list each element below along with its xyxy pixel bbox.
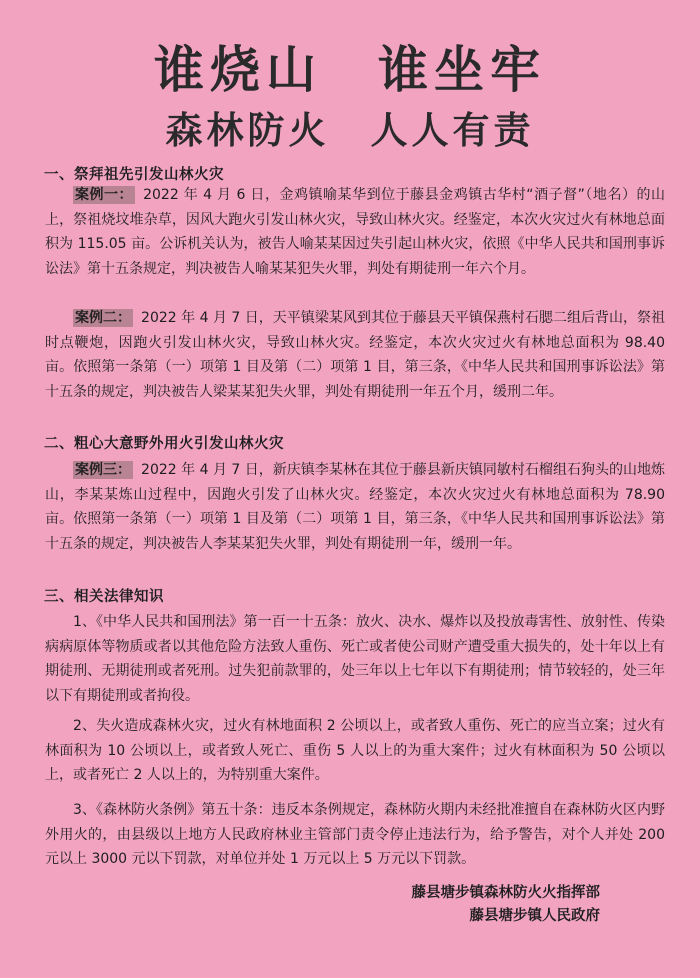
law-paragraph-1: 1、《中华人民共和国刑法》第一百一十五条：放火、决水、爆炸以及投放毒害性、放射性、传染病病原体等物质或者以其他危险方法致人重伤、死亡或者使公司财产遭受重大损失的，处十年以上有期徒刑、无期徒刑或者死刑。过失犯前款罪的，处三年以上七年以下有期徒刑；情节较轻的，处三年以下有期徒刑或者拘役。 bbox=[45, 614, 665, 704]
section-heading-2: 二、粗心大意野外用火引发山林火灾 bbox=[44, 436, 284, 452]
signature-line-1: 藤县塘步镇森林防火火指挥部 bbox=[411, 885, 600, 901]
law-paragraph-3: 3、《森林防火条例》第五十条：违反本条例规定，森林防火期内未经批准擅自在森林防火区内野外用火的，由县级以上地方人民政府林业主管部门责令停止违法行为，给予警告，对个人并处 200 元以上 3000 元以下罚款，对单位并处 1 万元以上 5 万元以下罚款。 bbox=[45, 802, 665, 867]
case-label-3: 案例三： bbox=[75, 462, 132, 478]
section-heading-1: 一、祭拜祖先引发山林火灾 bbox=[44, 167, 224, 183]
case-paragraph-1 bbox=[45, 183, 665, 281]
section-heading-3: 三、相关法律知识 bbox=[44, 589, 164, 605]
subtitle: 森林防火 人人有责 bbox=[165, 109, 535, 152]
signature-line-2: 藤县塘步镇人民政府 bbox=[469, 908, 600, 924]
signature-block bbox=[412, 882, 601, 928]
case-paragraph-3 bbox=[45, 458, 665, 556]
case-text-1: 2022 年 4 月 6 日，金鸡镇喻某华到位于藤县金鸡镇古华村“酒子督”（地名）的山上，祭祖烧坟堆杂草，因风大跑火引发山林火灾，导致山林火灾。经鉴定，本次火灾过火有林地总面积为 115.05 亩。公诉机关认为，被告人喻某某因过失引起山林火灾，依照《中华人民共和国刑事诉讼法》第十五条规定，判决被告人喻某某犯失火罪，判处有期徒刑一年六个月。 bbox=[45, 187, 666, 277]
law-paragraph-2: 2、失火造成森林火灾，过火有林地面积 2 公顷以上，或者致人重伤、死亡的应当立案；过火有林面积为 10 公顷以上，或者致人死亡、重伤 5 人以上的为重大案件；过火有林面积为 50 公顷以上，或者死亡 2 人以上的，为特别重大案件。 bbox=[45, 718, 665, 783]
case-label-2: 案例二： bbox=[75, 310, 132, 326]
case-text-2: 2022 年 4 月 7 日，天平镇梁某风到其位于藤县天平镇保燕村石腮二组后背山，祭祖时点鞭炮，因跑火引发山林火灾，导致山林火灾。经鉴定，本次火灾过火有林地总面积为 98.40 亩。依照第一条第（一）项第 1 目及第（二）项第 1 目，第三条，《中华人民共和国刑事诉讼法》第十五条的规定，判决被告人梁某某犯失火罪，判处有期徒刑一年五个月，缓刑二年。 bbox=[45, 310, 665, 400]
case-text-3: 2022 年 4 月 7 日，新庆镇李某林在其位于藤县新庆镇同敏村石榴组石狗头的山地炼山，李某某炼山过程中，因跑火引发了山林火灾。经鉴定，本次火灾过火有林地总面积为 78.90 亩。依照第一条第（一）项第 1 目及第（二）项第 1 目，第三条，《中华人民共和国刑事诉讼法》第十五条的规定，判决被告人李某某犯失火罪，判处有期徒刑一年，缓刑一年。 bbox=[45, 462, 665, 552]
case-label-1: 案例一： bbox=[75, 187, 134, 203]
main-title: 谁烧山 谁坐牢 bbox=[154, 41, 546, 99]
case-paragraph-2 bbox=[45, 306, 665, 404]
